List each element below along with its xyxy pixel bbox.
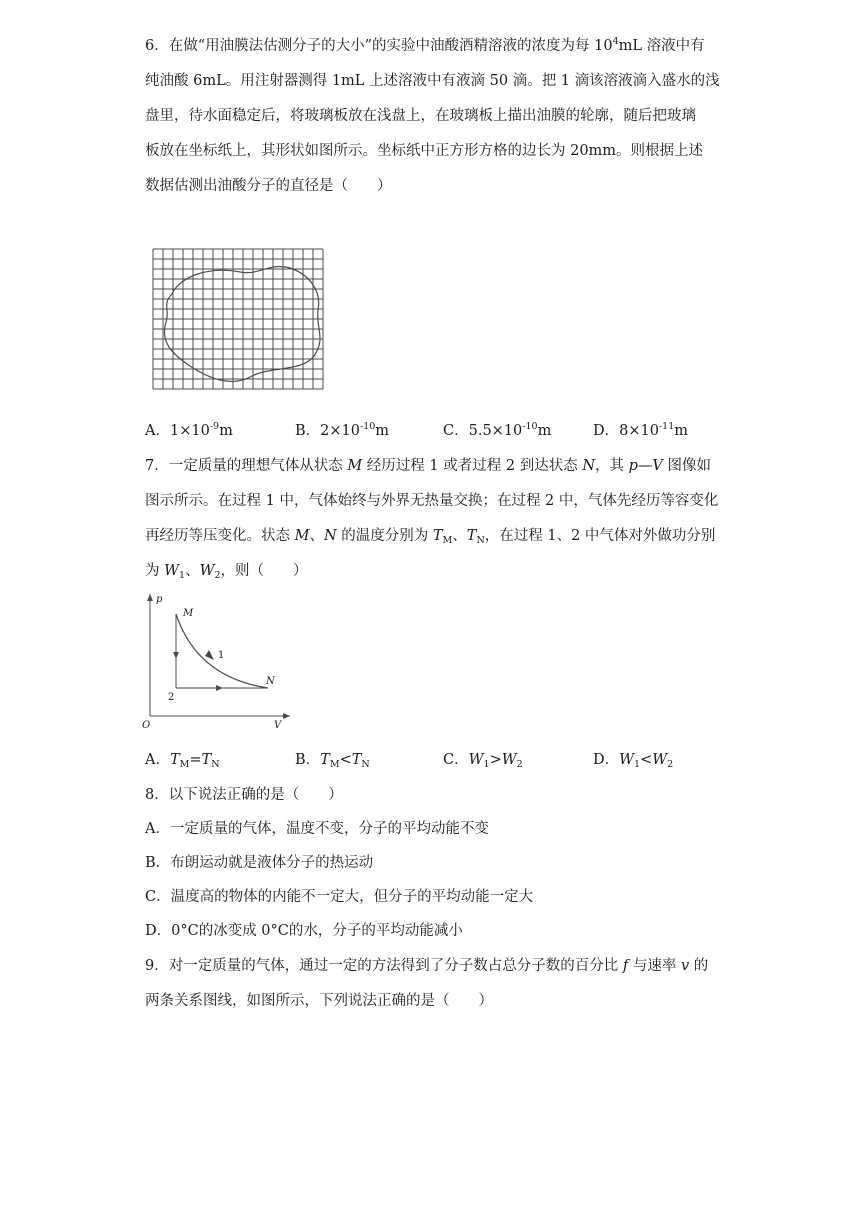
q6-option-a[interactable]: A．$1\times 10^{-9}m$ [145,421,233,439]
q6-line-1: 6．在做“用油膜法估测分子的大小”的实验中油酸酒精溶液的浓度为每 $10^4mL$ 溶液中有 [145,36,705,54]
oil-film-outline [164,266,320,381]
label-n: N [266,676,275,687]
q8-option-a[interactable]: A．一定质量的气体，温度不变，分子的平均动能不变 [145,821,489,837]
label-m: M [183,608,194,619]
arrow-isochoric [173,652,179,659]
q7-option-c[interactable]: C．$W_1>W_2$ [443,752,523,770]
label-process-2: 2 [168,692,175,703]
q7-option-d[interactable]: D．$W_1<W_2$ [593,752,674,770]
oil-film-grid-figure [150,246,326,396]
q7-option-b[interactable]: B．$T_M<T_N$ [295,752,370,770]
q9-line-1: 9．对一定质量的气体，通过一定的方法得到了分子数占总分子数的百分比 f 与速率 v 的 [145,958,709,974]
label-v: V [274,720,282,731]
label-process-1: 1 [218,650,225,661]
label-p: p [156,594,163,605]
q6-option-b[interactable]: B．$2\times 10^{-10}m$ [295,421,390,439]
q7-line-1: 7．一定质量的理想气体从状态 M 经历过程 1 或者过程 2 到达状态 N，其 p—V 图像如 [145,458,711,474]
q7-line-2: 图示所示。在过程 1 中，气体始终与外界无热量交换；在过程 2 中，气体先经历等容变化 [145,493,719,509]
arrow-isobaric [216,685,223,691]
q7-line-4: 为 $W_1$、$W_2$，则（ ） [145,563,308,581]
q8-option-c[interactable]: C．温度高的物体的内能不一定大，但分子的平均动能一定大 [145,889,534,905]
q6-option-d[interactable]: D．$8\times 10^{-11}m$ [593,421,689,439]
q6-line-2: 纯油酸 6mL。用注射器测得 1mL 上述溶液中有液滴 50 滴。把 1 滴该溶液滴入盛水的浅 [145,73,720,89]
q6-line-4: 板放在坐标纸上，其形状如图所示。坐标纸中正方形方格的边长为 20mm。则根据上述 [145,143,704,159]
q7-option-a[interactable]: A．$T_M=T_N$ [145,752,220,770]
label-origin: O [142,720,151,731]
q6-line-3: 盘里，待水面稳定后，将玻璃板放在浅盘上，在玻璃板上描出油膜的轮廓，随后把玻璃 [145,108,696,124]
q6-line-5: 数据估测出油酸分子的直径是（ ） [145,178,392,194]
arrow-curve [205,650,214,660]
q6-option-c[interactable]: C．$5.5\times 10^{-10}m$ [443,421,552,439]
q9-line-2: 两条关系图线，如图所示，下列说法正确的是（ ） [145,993,493,1009]
q8-option-d[interactable]: D．0°C的冰变成 0°C的水，分子的平均动能减小 [145,923,463,939]
q7-line-3: 再经历等压变化。状态 M、N 的温度分别为 $T_M$、$T_N$，在过程 1、2 中气体对外做功分别 [145,528,716,546]
pv-diagram [138,588,298,733]
q8-stem: 8．以下说法正确的是（ ） [145,787,343,803]
q8-option-b[interactable]: B．布朗运动就是液体分子的热运动 [145,855,374,871]
